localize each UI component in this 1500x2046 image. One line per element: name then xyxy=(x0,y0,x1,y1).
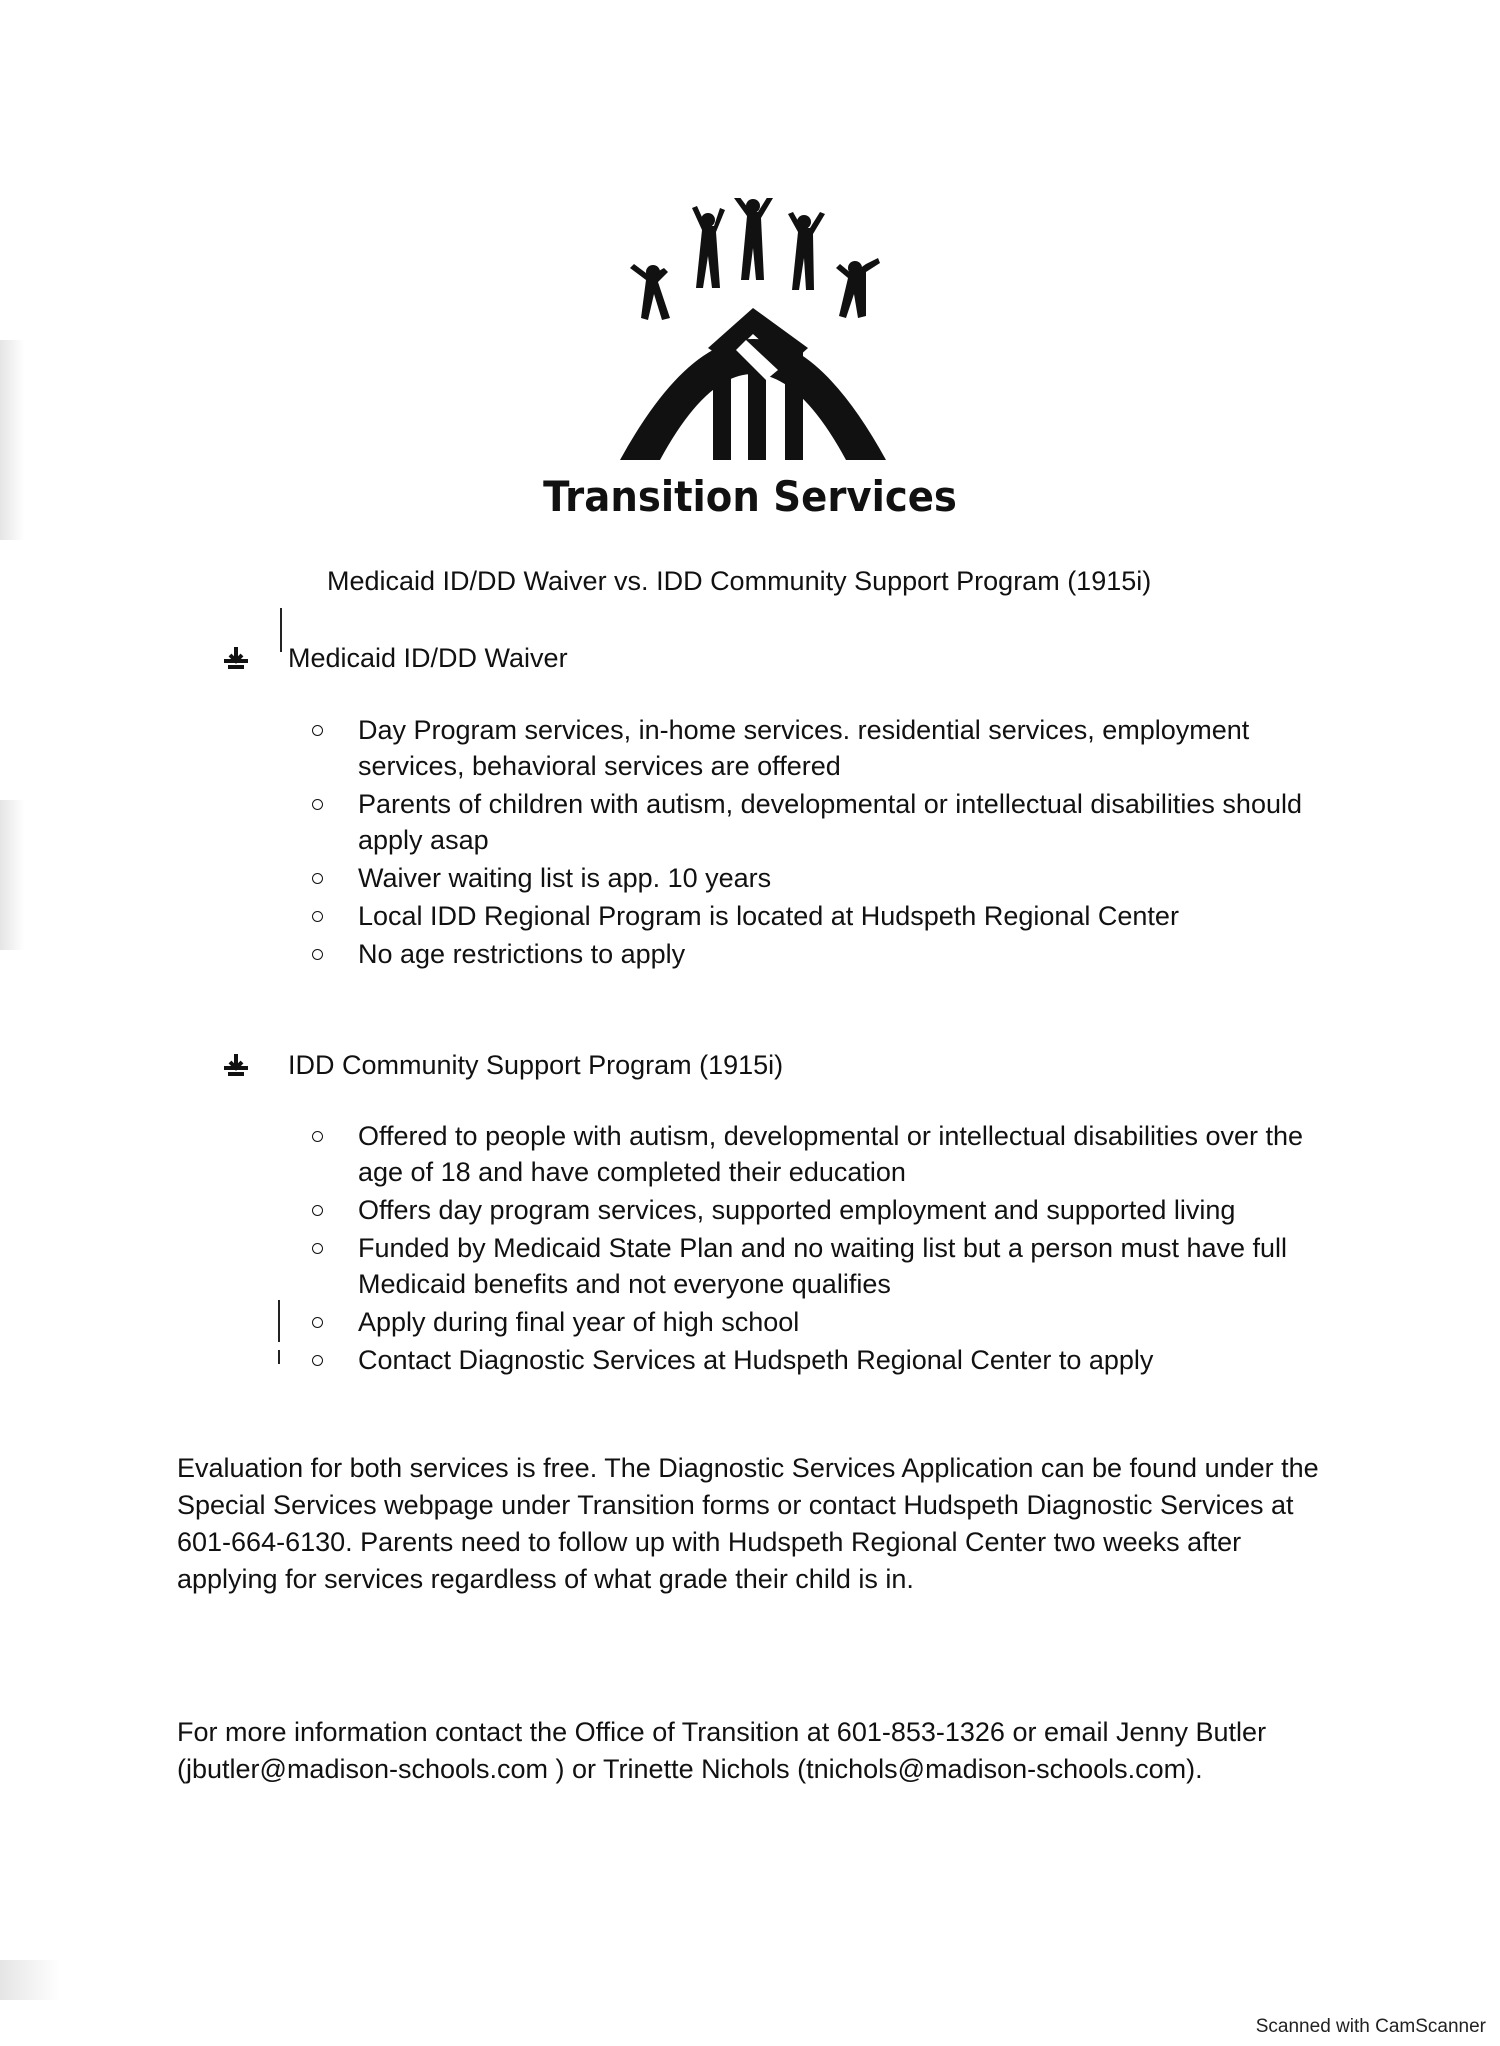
page-title: Transition Services xyxy=(543,472,957,521)
circle-bullet-icon xyxy=(312,799,323,810)
scan-shadow xyxy=(0,340,24,540)
list-item-text: Offers day program services, supported employment and supported living xyxy=(358,1195,1236,1225)
circle-bullet-icon xyxy=(312,911,323,922)
circle-bullet-icon xyxy=(312,873,323,884)
list-item xyxy=(312,1342,1352,1378)
waiver-bullet-list xyxy=(312,712,1352,974)
section-heading-community-support xyxy=(222,1050,783,1081)
circle-bullet-icon xyxy=(312,1355,323,1366)
circle-bullet-icon xyxy=(312,1205,323,1216)
scan-shadow xyxy=(0,800,24,950)
page-subtitle: Medicaid ID/DD Waiver vs. IDD Community Support Program (1915i) xyxy=(327,566,1152,596)
scan-shadow xyxy=(0,1960,60,2000)
list-item-text: Parents of children with autism, developmental or intellectual disabilities should apply asap xyxy=(358,789,1302,855)
section-heading-label: IDD Community Support Program (1915i) xyxy=(288,1050,784,1080)
list-item xyxy=(312,936,1352,972)
circle-bullet-icon xyxy=(312,1317,323,1328)
list-item-text: Offered to people with autism, developmental or intellectual disabilities over the age of 18 and have completed their education xyxy=(358,1121,1304,1187)
pen-mark xyxy=(280,608,282,652)
arrow-bullet-icon xyxy=(222,645,250,673)
list-item xyxy=(312,1118,1352,1190)
section-heading-waiver xyxy=(222,643,568,674)
evaluation-paragraph: Evaluation for both services is free. The Diagnostic Services Application can be found under the Special Services webpage under Transition forms or contact Hudspeth Diagnostic Services at 601-664-6130. Parents need to follow up with Hudspeth Regional Center two weeks after applying for services regardless of what grade their child is in. xyxy=(177,1453,1319,1594)
list-item xyxy=(312,860,1352,896)
list-item xyxy=(312,898,1352,934)
list-item xyxy=(312,1230,1352,1302)
contact-paragraph: For more information contact the Office of Transition at 601-853-1326 or email Jenny Butler (jbutler@madison-schools.com ) or Trinette Nichols (tnichols@madison-schools.com). xyxy=(177,1717,1267,1784)
scanner-watermark: Scanned with CamScanner xyxy=(1255,2016,1486,2037)
arrow-bullet-icon xyxy=(222,1052,250,1080)
community-support-bullet-list xyxy=(312,1118,1352,1380)
pen-mark xyxy=(278,1350,280,1364)
list-item xyxy=(312,1192,1352,1228)
list-item xyxy=(312,712,1352,784)
circle-bullet-icon xyxy=(312,949,323,960)
circle-bullet-icon xyxy=(312,725,323,736)
circle-bullet-icon xyxy=(312,1131,323,1142)
list-item-text: Apply during final year of high school xyxy=(358,1307,800,1337)
circle-bullet-icon xyxy=(312,1243,323,1254)
list-item-text: Waiver waiting list is app. 10 years xyxy=(358,863,772,893)
list-item xyxy=(312,786,1352,858)
logo-graphic xyxy=(608,198,898,468)
section-heading-label: Medicaid ID/DD Waiver xyxy=(288,643,568,673)
pen-mark xyxy=(278,1300,280,1342)
list-item-text: Day Program services, in-home services. residential services, employment services, behavioral services are offered xyxy=(358,715,1250,781)
list-item-text: No age restrictions to apply xyxy=(358,939,686,969)
list-item-text: Funded by Medicaid State Plan and no waiting list but a person must have full Medicaid benefits and not everyone qualifies xyxy=(358,1233,1288,1299)
list-item-text: Contact Diagnostic Services at Hudspeth Regional Center to apply xyxy=(358,1345,1154,1375)
list-item xyxy=(312,1304,1352,1340)
list-item-text: Local IDD Regional Program is located at Hudspeth Regional Center xyxy=(358,901,1179,931)
transition-services-logo xyxy=(608,198,898,468)
